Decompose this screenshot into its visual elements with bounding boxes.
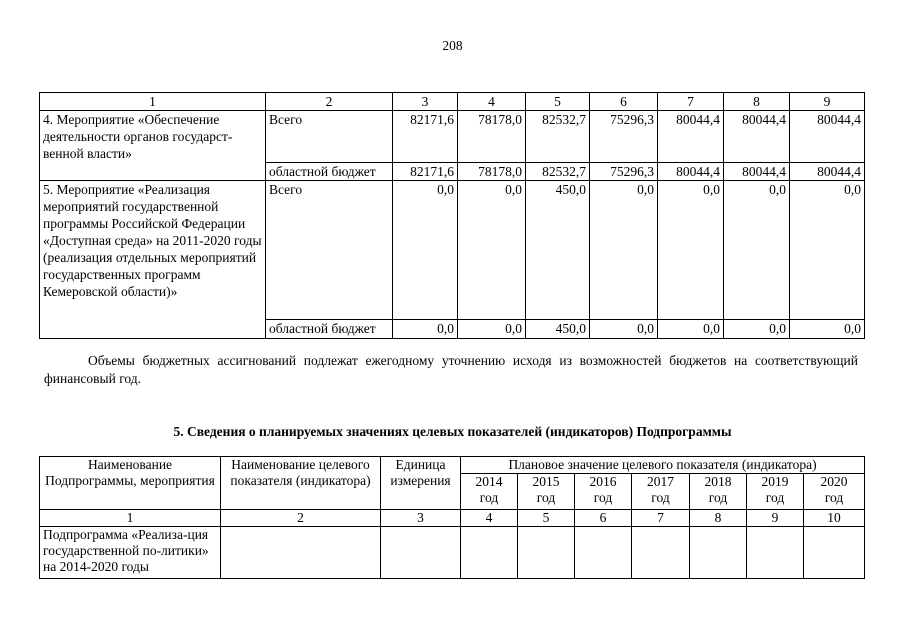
budget-table (39, 92, 865, 339)
year-header: 2014 год (461, 474, 518, 510)
value-cell: 80044,4 (790, 111, 865, 163)
column-number: 3 (381, 510, 461, 527)
activity-name: 4. Мероприятие «Обеспечение деятельности органов государст-венной власти» (40, 111, 266, 181)
value-cell: 80044,4 (658, 163, 724, 181)
value-cell: 0,0 (393, 320, 458, 339)
value-cell: 0,0 (590, 181, 658, 320)
column-number: 5 (518, 510, 575, 527)
column-number: 4 (461, 510, 518, 527)
value-cell: 78178,0 (458, 111, 526, 163)
year-header: 2015 год (518, 474, 575, 510)
year-header: 2017 год (632, 474, 690, 510)
column-number: 1 (40, 93, 266, 111)
value-cell: 450,0 (526, 320, 590, 339)
value-cell: 82532,7 (526, 111, 590, 163)
column-number: 8 (724, 93, 790, 111)
subprogram-name: Подпрограмма «Реализа-ция государственной по-литики» на 2014-2020 годы (40, 527, 221, 579)
value-cell: 75296,3 (590, 111, 658, 163)
year-header: 2016 год (575, 474, 632, 510)
column-number: 8 (690, 510, 747, 527)
empty-cell (632, 527, 690, 579)
budget-note: Объемы бюджетных ассигнований подлежат ежегодному уточнению исходя из возможностей бюджетов на соответствующий финансовый год. (44, 353, 858, 386)
empty-cell (747, 527, 804, 579)
table-row (40, 181, 865, 320)
value-cell: 80044,4 (724, 163, 790, 181)
header-indicator-name: Наименование целевого показателя (индикатора) (221, 457, 381, 510)
year-header: 2019 год (747, 474, 804, 510)
header-unit: Единица измерения (381, 457, 461, 510)
value-cell: 0,0 (458, 181, 526, 320)
column-numbers-row (40, 510, 865, 527)
column-number: 4 (458, 93, 526, 111)
empty-cell (381, 527, 461, 579)
funding-label: Всего (266, 111, 393, 163)
header-activity-name: Наименование Подпрограммы, мероприятия (40, 457, 221, 510)
column-number: 3 (393, 93, 458, 111)
column-number: 2 (221, 510, 381, 527)
column-number: 9 (747, 510, 804, 527)
value-cell: 0,0 (658, 181, 724, 320)
value-cell: 75296,3 (590, 163, 658, 181)
column-number: 2 (266, 93, 393, 111)
value-cell: 0,0 (658, 320, 724, 339)
indicators-table (39, 456, 865, 579)
value-cell: 0,0 (790, 181, 865, 320)
column-number: 5 (526, 93, 590, 111)
column-number: 6 (590, 93, 658, 111)
table-row (40, 111, 865, 163)
header-planned-value: Плановое значение целевого показателя (индикатора) (461, 457, 865, 474)
column-number: 7 (632, 510, 690, 527)
table-header-row (40, 457, 865, 474)
value-cell: 0,0 (724, 320, 790, 339)
page-number: 208 (442, 38, 463, 53)
value-cell: 0,0 (590, 320, 658, 339)
value-cell: 0,0 (458, 320, 526, 339)
value-cell: 78178,0 (458, 163, 526, 181)
column-number: 1 (40, 510, 221, 527)
value-cell: 82171,6 (393, 163, 458, 181)
value-cell: 80044,4 (658, 111, 724, 163)
section-title: 5. Сведения о планируемых значениях целевых показателей (индикаторов) Подпрограммы (173, 424, 732, 439)
funding-label: областной бюджет (266, 320, 393, 339)
empty-cell (804, 527, 865, 579)
table-header-row (40, 93, 865, 111)
funding-label: Всего (266, 181, 393, 320)
table-row (40, 527, 865, 579)
empty-cell (575, 527, 632, 579)
empty-cell (461, 527, 518, 579)
empty-cell (690, 527, 747, 579)
activity-name: 5. Мероприятие «Реализация мероприятий государственной программы Российской Федерации «Доступная среда» на 2011-2020 годы (реализация отдельных мероприятий государственных программ Кемеровской области)» (40, 181, 266, 339)
column-number: 7 (658, 93, 724, 111)
empty-cell (221, 527, 381, 579)
column-number: 6 (575, 510, 632, 527)
value-cell: 450,0 (526, 181, 590, 320)
column-number: 10 (804, 510, 865, 527)
column-number: 9 (790, 93, 865, 111)
empty-cell (518, 527, 575, 579)
value-cell: 82171,6 (393, 111, 458, 163)
value-cell: 82532,7 (526, 163, 590, 181)
year-header: 2020 год (804, 474, 865, 510)
value-cell: 80044,4 (790, 163, 865, 181)
year-header: 2018 год (690, 474, 747, 510)
value-cell: 80044,4 (724, 111, 790, 163)
value-cell: 0,0 (790, 320, 865, 339)
funding-label: областной бюджет (266, 163, 393, 181)
value-cell: 0,0 (393, 181, 458, 320)
value-cell: 0,0 (724, 181, 790, 320)
